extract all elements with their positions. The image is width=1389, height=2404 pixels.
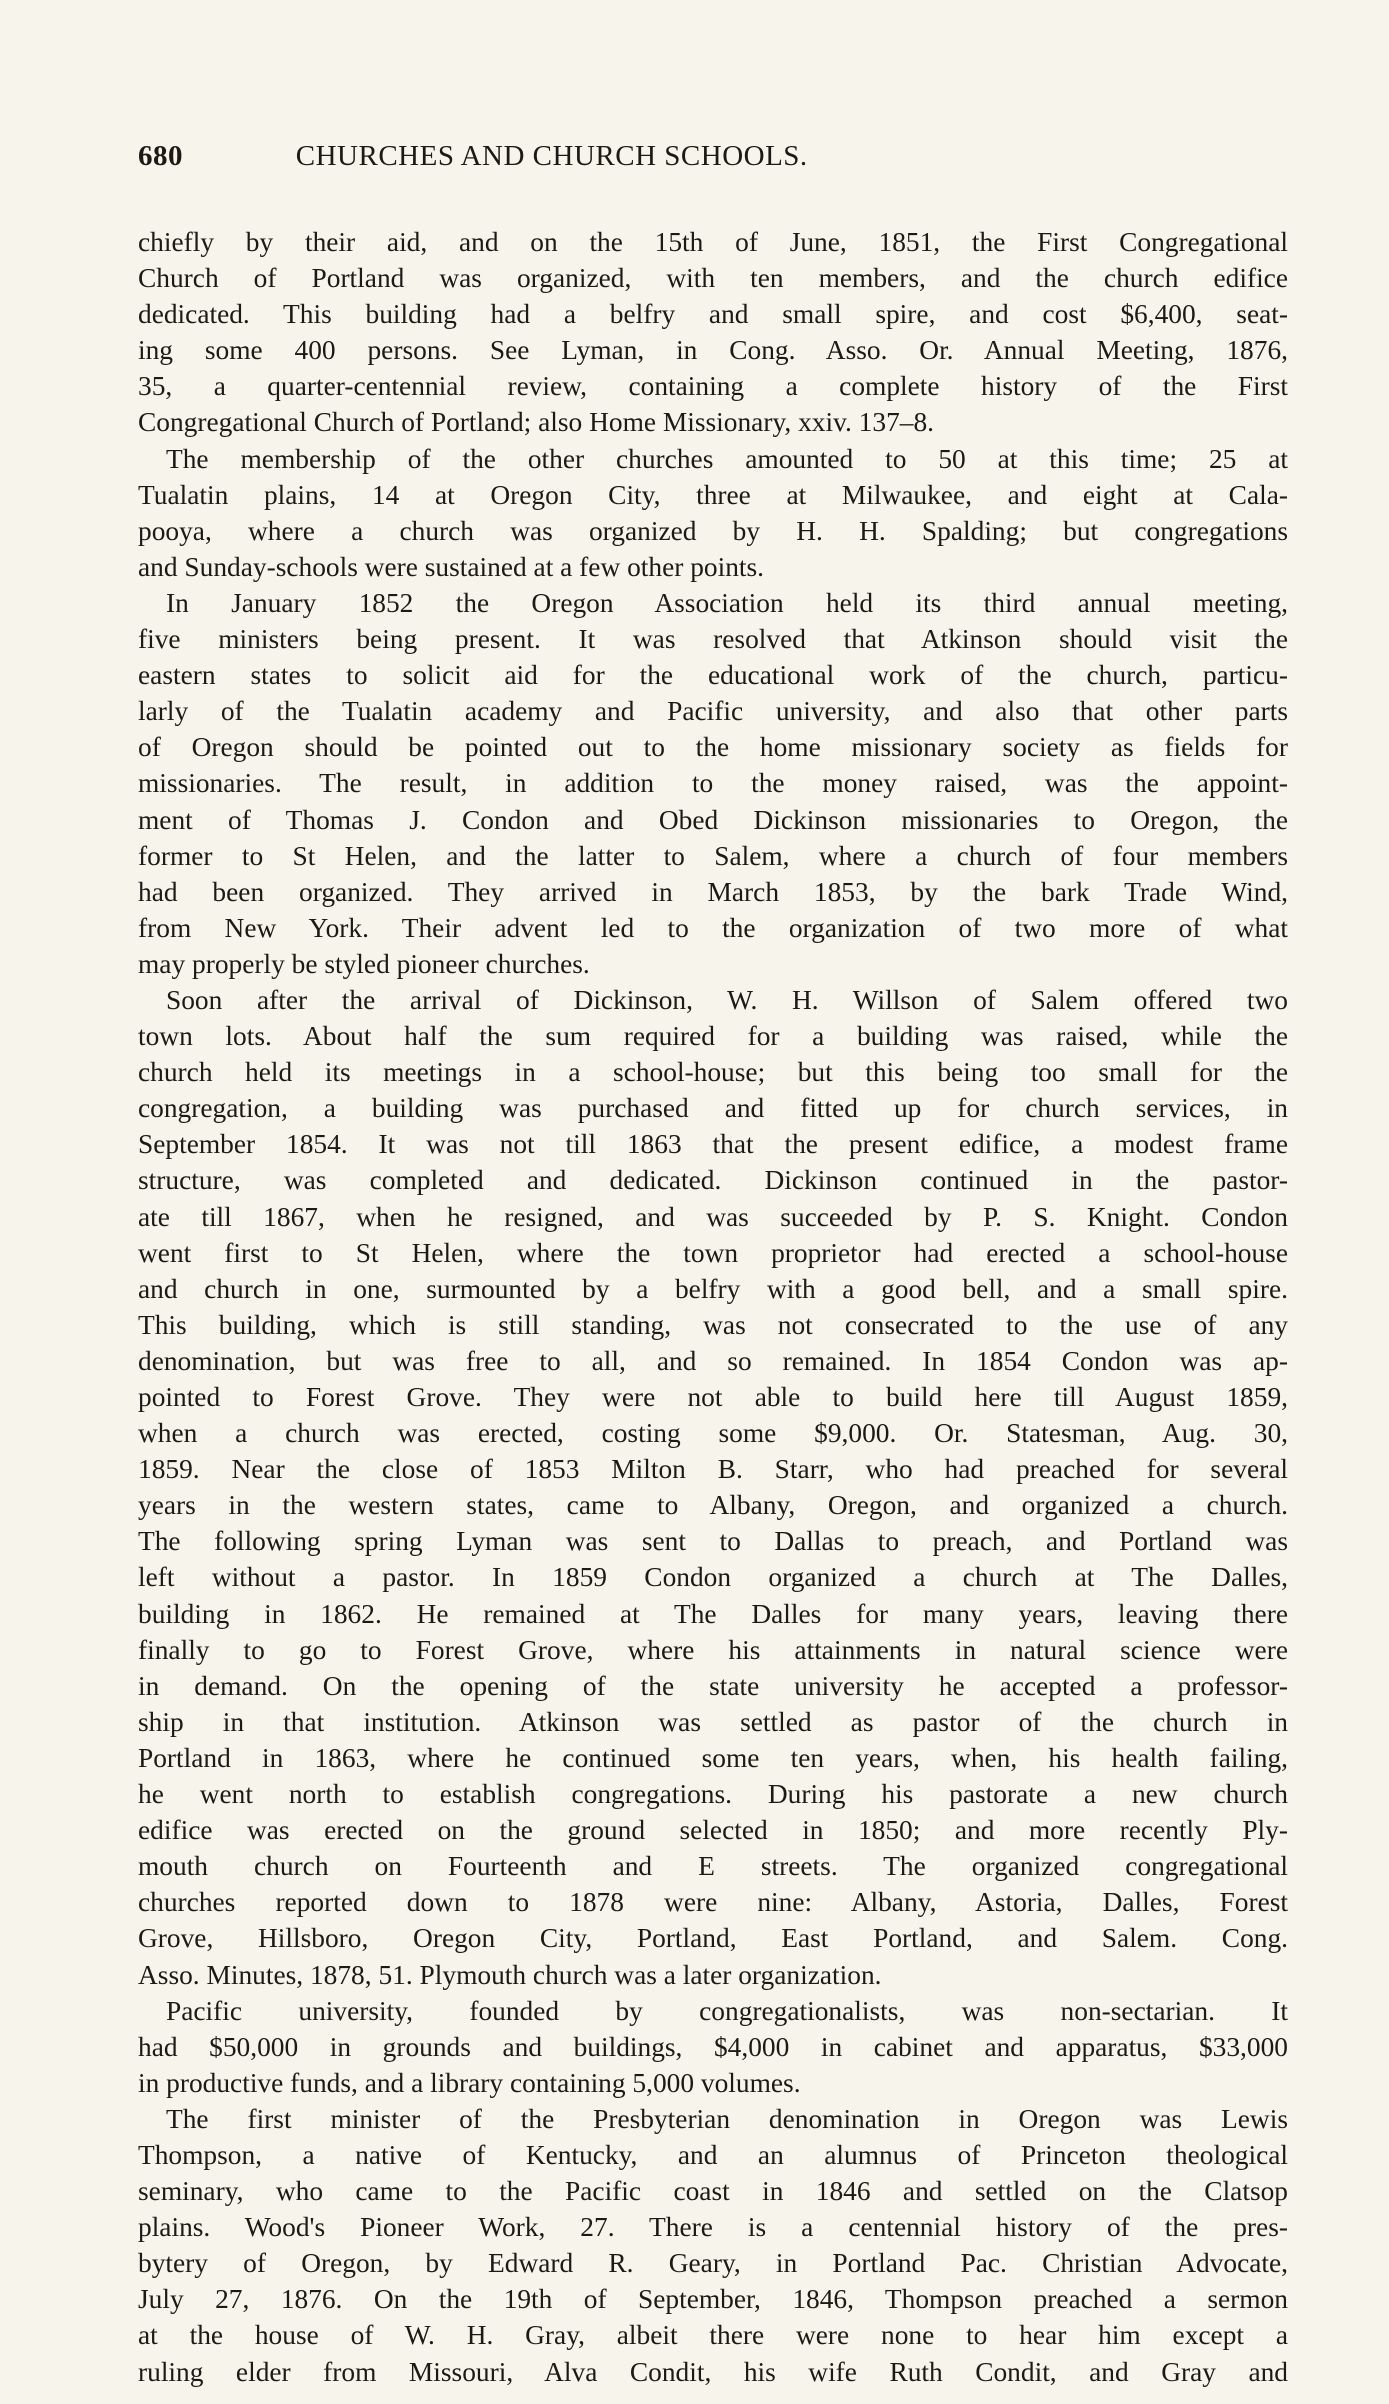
- text-line: Tualatin plains, 14 at Oregon City, three at Milwaukee, and eight at Cala-: [138, 479, 1288, 510]
- text-line: pointed to Forest Grove. They were not able to build here till August 1859,: [138, 1382, 1288, 1412]
- text-line: may properly be styled pioneer churches.: [138, 948, 590, 979]
- text-line: eastern states to solicit aid for the educational work of the church, particu-: [138, 660, 1288, 691]
- text-line: structure, was completed and dedicated. Dickinson continued in the pastor-: [138, 1165, 1288, 1196]
- text-line: five ministers being present. It was resolved that Atkinson should visit the: [138, 624, 1288, 655]
- text-line: congregation, a building was purchased and fitted up for church services, in: [138, 1093, 1288, 1124]
- text-line: plains. Wood's Pioneer Work, 27. There is a centennial history of the pres-: [138, 2212, 1288, 2243]
- text-line: years in the western states, came to Albany, Oregon, and organized a church.: [138, 1490, 1288, 1521]
- text-line: of Oregon should be pointed out to the home missionary society as fields for: [138, 732, 1288, 763]
- page-number: 680: [138, 140, 183, 172]
- text-line: Soon after the arrival of Dickinson, W. H. Willson of Salem offered two: [166, 984, 1288, 1015]
- text-line: building in 1862. He remained at The Dalles for many years, leaving there: [138, 1598, 1288, 1629]
- text-line: ruling elder from Missouri, Alva Condit, his wife Ruth Condit, and Gray and: [138, 2356, 1288, 2387]
- text-line: town lots. About half the sum required for a building was raised, while the: [138, 1021, 1288, 1052]
- text-line: ship in that institution. Atkinson was settled as pastor of the church in: [138, 1706, 1288, 1737]
- text-line: from New York. Their advent led to the organization of two more of what: [138, 912, 1288, 943]
- text-line: when a church was erected, costing some $9,000. Or. Statesman, Aug. 30,: [138, 1418, 1288, 1449]
- text-line: ate till 1867, when he resigned, and was succeeded by P. S. Knight. Condon: [138, 1201, 1288, 1232]
- text-line: September 1854. It was not till 1863 that the present edifice, a modest frame: [138, 1129, 1288, 1160]
- text-line: larly of the Tualatin academy and Pacific university, and also that other parts: [138, 696, 1288, 727]
- text-line: This building, which is still standing, was not consecrated to the use of any: [138, 1309, 1288, 1340]
- text-line: dedicated. This building had a belfry and small spire, and cost $6,400, seat-: [138, 299, 1288, 330]
- text-line: former to St Helen, and the latter to Salem, where a church of four members: [138, 840, 1288, 871]
- text-line: left without a pastor. In 1859 Condon organized a church at The Dalles,: [138, 1562, 1288, 1593]
- text-line: Church of Portland was organized, with ten members, and the church edifice: [138, 263, 1288, 294]
- text-line: and church in one, surmounted by a belfry with a good bell, and a small spire.: [138, 1273, 1288, 1304]
- text-line: pooya, where a church was organized by H. H. Spalding; but congregations: [138, 515, 1288, 546]
- text-line: ment of Thomas J. Condon and Obed Dickinson missionaries to Oregon, the: [138, 804, 1288, 835]
- text-line: in productive funds, and a library containing 5,000 volumes.: [138, 2067, 801, 2098]
- text-line: in demand. On the opening of the state university he accepted a professor-: [138, 1670, 1288, 1701]
- text-line: went first to St Helen, where the town proprietor had erected a school-house: [138, 1237, 1288, 1268]
- text-line: mouth church on Fourteenth and E streets. The organized congregational: [138, 1851, 1288, 1882]
- text-line: churches reported down to 1878 were nine: Albany, Astoria, Dalles, Forest: [138, 1887, 1288, 1918]
- text-line: The membership of the other churches amounted to 50 at this time; 25 at: [166, 443, 1288, 474]
- text-line: The first minister of the Presbyterian denomination in Oregon was Lewis: [166, 2103, 1288, 2134]
- page-header: [138, 140, 1238, 173]
- text-line: had been organized. They arrived in March 1853, by the bark Trade Wind,: [138, 876, 1288, 907]
- text-line: chiefly by their aid, and on the 15th of June, 1851, the First Congregational: [138, 227, 1288, 257]
- text-line: Thompson, a native of Kentucky, and an alumnus of Princeton theological: [138, 2139, 1288, 2170]
- text-line: church held its meetings in a school-house; but this being too small for the: [138, 1057, 1288, 1088]
- text-line: July 27, 1876. On the 19th of September, 1846, Thompson preached a sermon: [138, 2284, 1288, 2315]
- body-text: [138, 224, 1288, 2390]
- text-line: and Sunday-schools were sustained at a few other points.: [138, 551, 765, 582]
- text-line: he went north to establish congregations. During his pastorate a new church: [138, 1779, 1288, 1810]
- text-line: Congregational Church of Portland; also Home Missionary, xxiv. 137–8.: [138, 407, 934, 438]
- text-line: In January 1852 the Oregon Association held its third annual meeting,: [166, 587, 1288, 618]
- text-line: missionaries. The result, in addition to the money raised, was the appoint-: [138, 768, 1288, 799]
- text-line: Grove, Hillsboro, Oregon City, Portland, East Portland, and Salem. Cong.: [138, 1923, 1288, 1954]
- text-line: at the house of W. H. Gray, albeit there were none to hear him except a: [138, 2320, 1288, 2351]
- text-line: edifice was erected on the ground selected in 1850; and more recently Ply-: [138, 1815, 1288, 1846]
- text-line: denomination, but was free to all, and so remained. In 1854 Condon was ap-: [138, 1345, 1288, 1376]
- text-line: had $50,000 in grounds and buildings, $4,000 in cabinet and apparatus, $33,000: [138, 2031, 1288, 2062]
- text-line: 1859. Near the close of 1853 Milton B. Starr, who had preached for several: [138, 1454, 1288, 1485]
- text-line: Asso. Minutes, 1878, 51. Plymouth church was a later organization.: [138, 1959, 882, 1990]
- text-line: finally to go to Forest Grove, where his attainments in natural science were: [138, 1634, 1288, 1665]
- text-line: seminary, who came to the Pacific coast in 1846 and settled on the Clatsop: [138, 2176, 1288, 2207]
- running-head: CHURCHES AND CHURCH SCHOOLS.: [295, 140, 808, 172]
- text-line: Portland in 1863, where he continued some ten years, when, his health failing,: [138, 1742, 1288, 1773]
- text-line: bytery of Oregon, by Edward R. Geary, in Portland Pac. Christian Advocate,: [138, 2248, 1288, 2279]
- text-line: 35, a quarter-centennial review, containing a complete history of the First: [138, 371, 1288, 402]
- text-line: Pacific university, founded by congregationalists, was non-sectarian. It: [166, 1995, 1288, 2026]
- text-line: The following spring Lyman was sent to Dallas to preach, and Portland was: [138, 1526, 1288, 1557]
- text-line: ing some 400 persons. See Lyman, in Cong. Asso. Or. Annual Meeting, 1876,: [138, 335, 1288, 366]
